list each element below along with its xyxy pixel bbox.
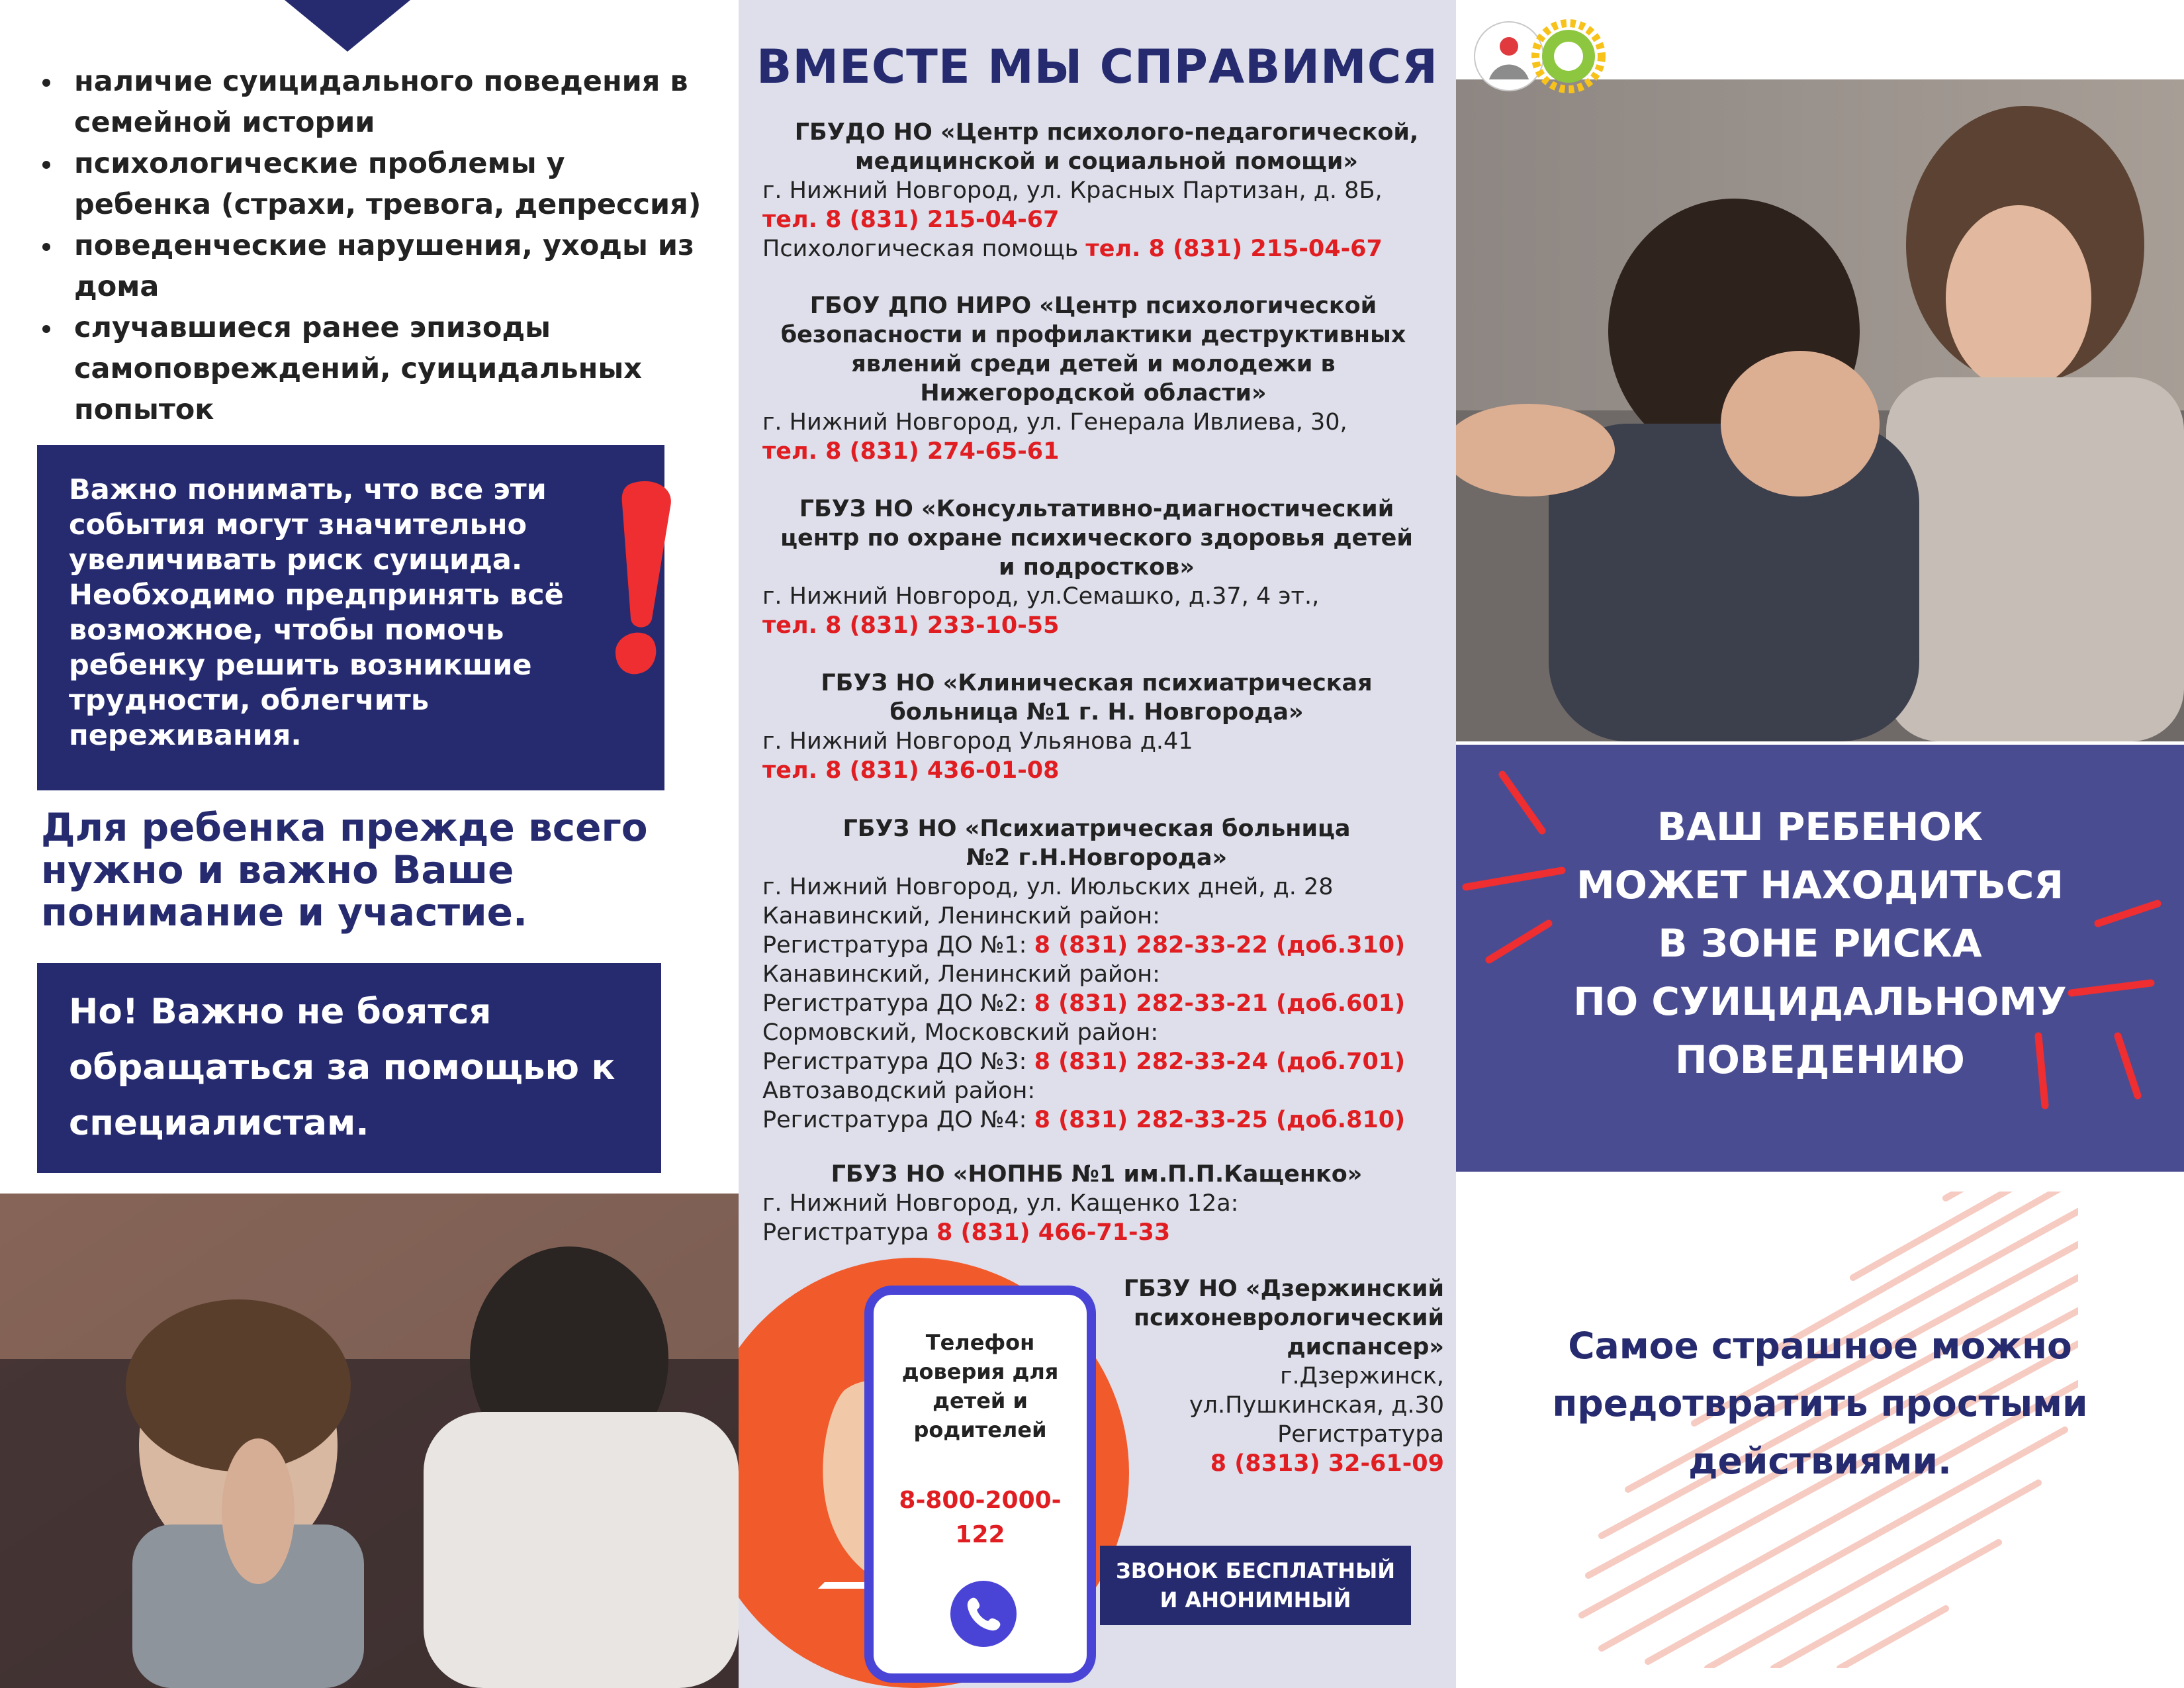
contacts-title: ВМЕСТЕ МЫ СПРАВИМСЯ [756,40,1438,94]
risk-line: В ЗОНЕ РИСКА [1658,921,1982,966]
org-contact-1 [762,118,1451,263]
closing-line: предотвратить простыми [1552,1382,2088,1425]
registry-phone: 8 (831) 282-33-24 (доб.701) [1034,1049,1406,1075]
slogan-text: Для ребенка прежде всего нужно и важно Ваше понимание и участие. [41,805,648,935]
free-call-badge [1100,1546,1411,1625]
closing-line: действиями. [1688,1440,1952,1482]
risk-banner [1456,745,2184,1172]
org-address: г. Нижний Новгород, ул. Кащенко 12а: [762,1190,1239,1217]
dz-name-line: ГБЗУ НО «Дзержинский [1123,1276,1444,1302]
call-button[interactable] [950,1581,1017,1647]
registry-district: Сормовский, Московский район: [762,1019,1159,1046]
registry-label: Регистратура [762,1219,936,1246]
registry-district: Канавинский, Ленинский район: [762,903,1160,929]
org-address: г. Нижний Новгород Ульянова д.41 [762,728,1193,755]
registry-phone: 8 (831) 282-33-22 (доб.310) [1034,932,1406,959]
seek-help-text: Но! Важно не боятся обращаться за помощью к специалистам. [69,992,615,1143]
org-name: ГБУДО НО «Центр психолого-педагогической, медицинской и социальной помощи» [794,119,1419,175]
registry-phone: 8 (831) 282-33-21 (доб.601) [1034,990,1406,1017]
org-address: г. Нижний Новгород, ул. Генерала Ивлиева, 30, [762,409,1347,436]
list-item: поведенческие нарушения, уходы из дома [40,225,702,307]
org-contact-dzerzhinsk [1109,1274,1444,1478]
registry-label: Регистратура ДО №2: [762,990,1034,1017]
org-phone: тел. 8 (831) 233-10-55 [762,612,1060,639]
org-phone: тел. 8 (831) 274-65-61 [762,438,1060,465]
hotline-phone [864,1286,1096,1683]
org-contact-2 [762,291,1451,466]
org-contact-4 [762,669,1451,785]
dz-registry-label: Регистратура [1277,1421,1444,1448]
dz-address-line: ул.Пушкинская, д.30 [1189,1392,1444,1419]
left-panel [0,0,739,1688]
registry-district: Канавинский, Ленинский район: [762,961,1160,988]
hotline-label: Телефон доверия для детей и родителей [901,1330,1059,1442]
dz-name-line: психоневрологический [1133,1305,1444,1331]
dz-address-line: г.Дзержинск, [1280,1363,1444,1389]
decorative-triangle [285,0,410,52]
registry-district: Автозаводский район: [762,1078,1036,1104]
hotline-number [874,1483,1087,1552]
list-item: случавшиеся ранее эпизоды самоповреждений, суицидальных попыток [40,307,702,430]
org-extra-label: Психологическая помощь [762,236,1086,262]
important-note-text: Важно понимать, что все эти события могут значительно увеличивать риск суицида. Необходимо предпринять всё возможное, чтобы помочь ребенку решить возникшие трудности, облегчить переживания. [69,473,564,752]
closing-statement [1509,1317,2131,1490]
registry-label: Регистратура ДО №3: [762,1049,1034,1075]
organization-logos [1469,13,1668,99]
org-phone: тел. 8 (831) 215-04-67 [762,207,1060,233]
seek-help-box [37,963,661,1173]
list-item: психологические проблемы у ребенка (страхи, тревога, депрессия) [40,143,702,225]
phone-icon [950,1581,1017,1647]
registry-label: Регистратура ДО №1: [762,932,1034,959]
closing-line: Самое страшное можно [1568,1325,2072,1367]
risk-line: ПОВЕДЕНИЮ [1674,1037,1966,1082]
photo-comforting-women [1456,79,2184,741]
risk-heading [1535,798,2105,1089]
org-contact-3 [762,494,1451,640]
org-contact-6 [762,1160,1451,1247]
middle-panel [739,0,1456,1688]
list-item: наличие суицидального поведения в семейной истории [40,61,702,143]
dz-phone: 8 (8313) 32-61-09 [1210,1450,1444,1477]
registry-phone: 8 (831) 466-71-33 [936,1219,1171,1246]
org-address: г. Нижний Новгород, ул. Июльских дней, д. 28 [762,874,1334,900]
right-panel [1456,0,2184,1688]
exclamation-icon [586,477,685,688]
risk-line: ПО СУИЦИДАЛЬНОМУ [1573,979,2067,1024]
org-contact-5 [762,814,1451,1135]
important-note-box [37,445,664,790]
org-phone: тел. 8 (831) 436-01-08 [762,757,1060,784]
org-name: ГБУЗ НО «Психиатрическая больница №2 г.Н.Новгорода» [842,816,1351,871]
org-extra-phone: тел. 8 (831) 215-04-67 [1085,236,1383,262]
photo-counseling-session [0,1194,739,1688]
badge-line: ЗВОНОК БЕСПЛАТНЫЙ [1115,1558,1395,1583]
risk-line: МОЖЕТ НАХОДИТЬСЯ [1576,863,2064,908]
badge-line: И АНОНИМНЫЙ [1160,1587,1351,1613]
org-name: ГБОУ ДПО НИРО «Центр психологической безопасности и профилактики деструктивных явлений среди детей и молодежи в Нижегородской области» [780,293,1406,406]
registry-phone: 8 (831) 282-33-25 (доб.810) [1034,1107,1406,1133]
org-address: г. Нижний Новгород, ул. Красных Партизан, д. 8Б, [762,177,1383,204]
org-name: ГБУЗ НО «НОПНБ №1 им.П.П.Кащенко» [831,1161,1363,1188]
hotline-number-line1: 8-800-2000- [899,1487,1062,1514]
hotline-number-line2: 122 [955,1521,1005,1548]
registry-label: Регистратура ДО №4: [762,1107,1034,1133]
risk-factors-list [40,61,702,430]
org-name: ГБУЗ НО «Клиническая психиатрическая больница №1 г. Н. Новгорода» [821,670,1373,726]
dz-name-line: диспансер» [1287,1334,1444,1360]
risk-line: ВАШ РЕБЕНОК [1657,804,1983,849]
org-name: ГБУЗ НО «Консультативно-диагностический центр по охране психического здоровья детей и подростков» [780,496,1413,581]
org-address: г. Нижний Новгород, ул.Семашко, д.37, 4 эт., [762,583,1320,610]
